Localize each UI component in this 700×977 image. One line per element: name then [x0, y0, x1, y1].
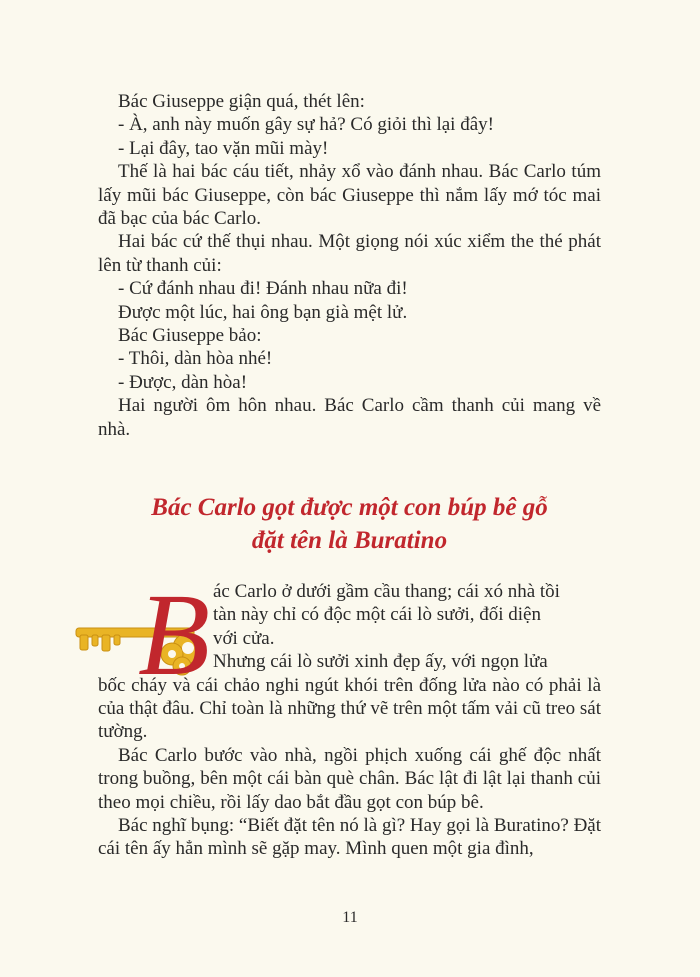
dropcap-line-4: Nhưng cái lò sưởi xinh đẹp ấy, với ngọn lửa: [213, 651, 548, 673]
paragraph: Được một lúc, hai ông bạn già mệt lử.: [118, 301, 408, 323]
bottom-text-block: [98, 580, 601, 861]
paragraph: Bác Giuseppe bảo:: [118, 325, 262, 347]
chapter-title: [98, 491, 601, 557]
dropcap-line-3: với cửa.: [213, 627, 275, 649]
page-number: 11: [342, 909, 358, 926]
dropcap-line-1: ác Carlo ở dưới gầm cầu thang; cái xó nhà tồi: [213, 581, 560, 602]
dialogue-line: - Được, dàn hòa!: [118, 371, 248, 393]
paragraph: Thế là hai bác cáu tiết, nhảy xổ vào đánh nhau. Bác Carlo túm lấy mũi bác Giuseppe, còn bác Giuseppe thì nắm lấy mớ tóc mai đã bạc của bác Carlo.: [98, 161, 601, 230]
paragraph: Bác nghĩ bụng: “Biết đặt tên nó là gì? Hay gọi là Buratino? Đặt cái tên ấy hẳn mình sẽ gặp may. Mình quen một gia đình,: [98, 815, 601, 860]
paragraph: Bác Carlo bước vào nhà, ngồi phịch xuống cái ghế độc nhất trong buồng, bên một cái bàn què chân. Bác lật đi lật lại thanh củi theo mọi chiều, rồi lấy dao bắt đầu gọt con búp bê.: [98, 744, 601, 813]
paragraph: Hai bác cứ thế thụi nhau. Một giọng nói xúc xiểm the thé phát lên từ thanh củi:: [98, 231, 601, 276]
paragraph: bốc cháy và cái chảo nghi ngút khói trên đống lửa nào có phải là của thật đâu. Chỉ toàn là những thứ vẽ trên một tấm vải cũ treo sát tường.: [98, 674, 601, 743]
paragraph: Hai người ôm hôn nhau. Bác Carlo cầm thanh củi mang về nhà.: [98, 395, 601, 440]
chapter-title-line-1: Bác Carlo gọt được một con búp bê gỗ: [151, 494, 548, 521]
dialogue-line: - À, anh này muốn gây sự hả? Có giỏi thì lại đây!: [118, 114, 494, 136]
dropcap-line-2: tàn này chỉ có độc một cái lò sưởi, đối diện: [213, 604, 541, 626]
chapter-title-line-2: đặt tên là Buratino: [251, 527, 448, 554]
drop-cap-letter: B: [138, 570, 211, 680]
dialogue-line: - Thôi, dàn hòa nhé!: [118, 348, 273, 370]
paragraph: Bác Giuseppe giận quá, thét lên:: [118, 91, 365, 112]
dialogue-line: - Lại đây, tao vặn mũi mày!: [118, 137, 329, 159]
dialogue-line: - Cứ đánh nhau đi! Đánh nhau nữa đi!: [118, 278, 408, 300]
top-text-block: [98, 90, 601, 441]
